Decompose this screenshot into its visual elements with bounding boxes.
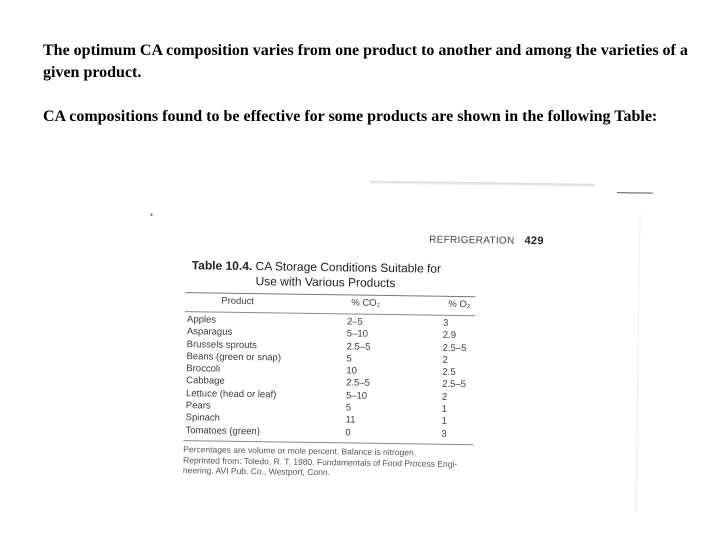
cell-product: Spinach	[185, 412, 221, 425]
cell-co2: 5	[345, 402, 352, 414]
cell-product: Lettuce (head or leaf)	[185, 387, 277, 401]
footnote-line-2: Reprinted from: Toledo, R. T. 1980. Fundamentals of Food Process Engi-	[182, 454, 458, 469]
column-header-o2: % O₂	[448, 298, 471, 311]
column-header-product: Product	[221, 295, 255, 308]
cell-product: Apples	[186, 314, 217, 326]
cell-co2: 2–5	[346, 316, 363, 328]
intro-paragraph-1: The optimum CA composition varies from one product to another and among the varieties of a given product.	[43, 42, 688, 81]
table-title-line-2: Use with Various Products	[255, 274, 396, 291]
cell-product: Beans (green or snap)	[186, 351, 282, 364]
footnote-line-1: Percentages are volume or mole percent. Balance is nitrogen.	[183, 444, 417, 458]
table-body	[185, 314, 487, 441]
cell-co2: 2.5–5	[346, 341, 371, 353]
intro-paragraph-2: CA compositions found to be effective for some products are shown in the following Table:	[43, 108, 658, 125]
cell-o2: 1	[441, 416, 447, 428]
cell-o2: 2	[442, 354, 448, 366]
cell-co2: 10	[346, 365, 357, 377]
column-header-co2: % CO₂	[351, 297, 381, 309]
cell-co2: 5–10	[346, 328, 369, 341]
cell-product: Brussels sprouts	[186, 338, 257, 351]
scan-edge-right	[635, 212, 640, 512]
table-caption	[191, 258, 491, 292]
cell-product: Broccoli	[186, 363, 221, 375]
scan-speck	[150, 214, 152, 216]
table-footnote	[183, 444, 483, 480]
cell-o2: 2.5	[442, 366, 456, 379]
cell-o2: 3	[442, 317, 449, 329]
cell-product: Asparagus	[186, 326, 233, 339]
cell-o2: 2.9	[442, 330, 457, 342]
table-number: Table 10.4.	[191, 258, 253, 274]
cell-o2: 3	[441, 428, 447, 440]
cell-co2: 0	[345, 427, 351, 439]
cell-o2: 1	[441, 403, 448, 415]
table-title-line-1: CA Storage Conditions Suitable for	[255, 259, 442, 276]
cell-o2: 2.5–5	[442, 342, 467, 354]
cell-product: Cabbage	[186, 375, 225, 388]
cell-co2: 5–10	[345, 390, 368, 402]
cell-co2: 11	[345, 414, 356, 426]
cell-co2: 5	[346, 353, 352, 365]
footnote-line-3: neering. AVI Pub. Co., Westport, Conn.	[182, 465, 331, 478]
cell-product: Tomatoes (green)	[185, 424, 261, 437]
book-page-header	[429, 234, 544, 248]
book-section-title: REFRIGERATION	[429, 234, 515, 247]
book-page-number: 429	[524, 234, 544, 248]
scan-edge-mark	[617, 192, 653, 194]
cell-o2: 2	[441, 391, 448, 403]
scan-edge-top	[370, 181, 595, 187]
scanned-table-image	[171, 178, 660, 507]
cell-o2: 2.5–5	[442, 379, 466, 391]
cell-product: Pears	[185, 400, 211, 412]
cell-co2: 2.5–5	[346, 377, 371, 390]
